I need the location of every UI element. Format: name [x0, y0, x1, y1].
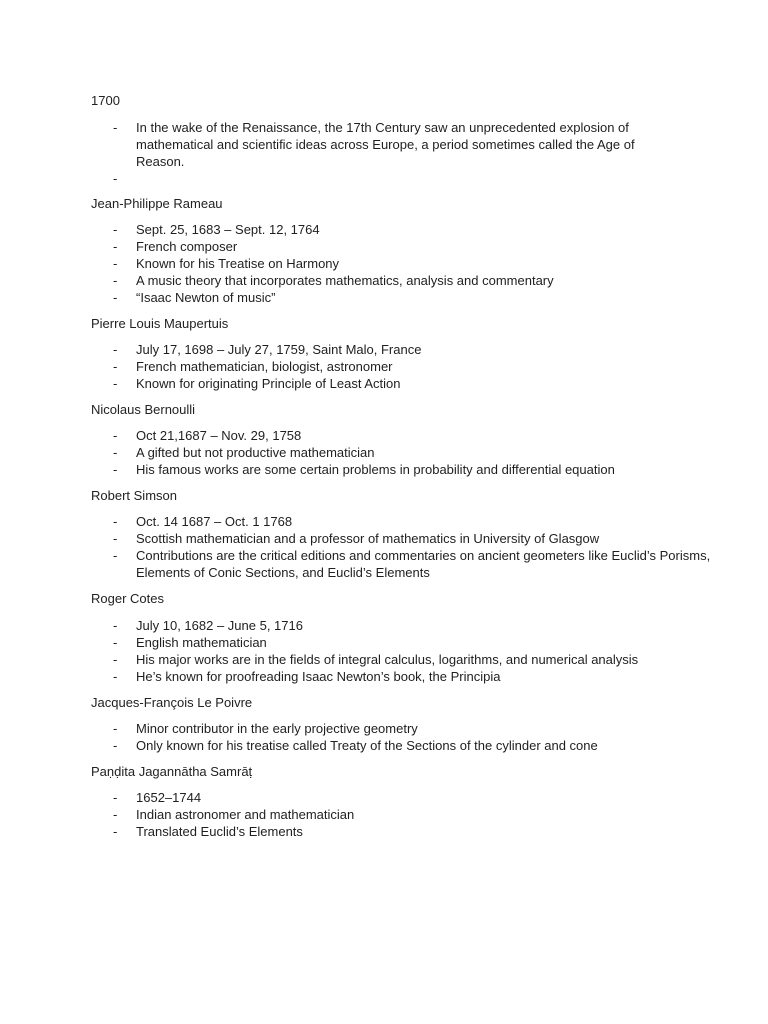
bullet-dash: -: [113, 790, 118, 805]
bullet-dash: -: [113, 824, 118, 839]
bullet-dash: -: [113, 652, 118, 667]
section-heading: Nicolaus Bernoulli: [91, 402, 196, 417]
list-item-text: Oct. 14 1687 – Oct. 1 1768: [136, 514, 293, 529]
bullet-dash: -: [113, 721, 118, 736]
bullet-list: [91, 221, 691, 306]
list-item-text: A music theory that incorporates mathematics, analysis and commentary: [136, 273, 554, 288]
list-item: [91, 461, 691, 478]
list-item: [91, 375, 691, 392]
list-item-text: Contributions are the critical editions and commentaries on ancient geometers like Euclid’s Porisms, Elements of Conic Sections, and Euclid’s Elements: [136, 548, 711, 580]
section-le-poivre: [91, 694, 691, 754]
list-item-text: French composer: [136, 239, 238, 254]
list-item: [91, 634, 691, 651]
list-item: [91, 547, 716, 581]
list-item-text: July 17, 1698 – July 27, 1759, Saint Malo, France: [136, 342, 422, 357]
list-item: [91, 720, 691, 737]
list-item-text: Indian astronomer and mathematician: [136, 807, 355, 822]
bullet-dash: -: [113, 222, 118, 237]
bullet-dash: -: [113, 256, 118, 271]
list-item: [91, 651, 691, 668]
list-item: [91, 221, 691, 238]
bullet-dash: -: [113, 514, 118, 529]
list-item-text: His famous works are some certain problems in probability and differential equation: [136, 462, 615, 477]
bullet-list: [91, 119, 691, 187]
list-item-text: July 10, 1682 – June 5, 1716: [136, 618, 303, 633]
list-item: [91, 238, 691, 255]
section-rameau: [91, 195, 691, 306]
list-item-text: Translated Euclid’s Elements: [136, 824, 303, 839]
list-item: [91, 823, 691, 840]
bullet-list: [91, 341, 691, 392]
list-item: [91, 806, 691, 823]
list-item: [91, 170, 691, 187]
bullet-dash: -: [113, 342, 118, 357]
list-item-text: 1652–1744: [136, 790, 202, 805]
bullet-dash: -: [113, 462, 118, 477]
bullet-dash: -: [113, 635, 118, 650]
bullet-dash: -: [113, 239, 118, 254]
list-item: [91, 513, 691, 530]
section-heading: Robert Simson: [91, 488, 177, 503]
list-item-text: He’s known for proofreading Isaac Newton’s book, the Principia: [136, 669, 501, 684]
list-item-text: French mathematician, biologist, astronomer: [136, 359, 393, 374]
list-item-text: Oct 21,1687 – Nov. 29, 1758: [136, 428, 302, 443]
list-item-text: Only known for his treatise called Treaty of the Sections of the cylinder and cone: [136, 738, 598, 753]
bullet-dash: -: [113, 807, 118, 822]
list-item-text: Sept. 25, 1683 – Sept. 12, 1764: [136, 222, 320, 237]
section-1700: [91, 92, 691, 187]
list-item-text: English mathematician: [136, 635, 267, 650]
list-item-text: A gifted but not productive mathematician: [136, 445, 375, 460]
list-item-text: Scottish mathematician and a professor of mathematics in University of Glasgow: [136, 531, 600, 546]
section-heading: Jean-Philippe Rameau: [91, 196, 223, 211]
bullet-dash: -: [113, 290, 118, 305]
section-maupertuis: [91, 315, 691, 392]
section-heading: Paṇḍita Jagannātha Samrāṭ: [91, 764, 253, 779]
section-simson: [91, 487, 711, 581]
list-item: [91, 530, 691, 547]
list-item: [91, 341, 691, 358]
list-item: [91, 358, 691, 375]
list-item-text: His major works are in the fields of integral calculus, logarithms, and numerical analysis: [136, 652, 639, 667]
bullet-list: [91, 720, 691, 754]
section-cotes: [91, 590, 691, 685]
bullet-dash: -: [113, 445, 118, 460]
section-samrat: [91, 763, 691, 840]
bullet-dash: -: [113, 548, 118, 563]
document-body: [91, 92, 711, 840]
list-item: [91, 427, 691, 444]
section-heading: 1700: [91, 93, 120, 108]
bullet-list: [91, 789, 691, 840]
bullet-dash: -: [113, 428, 118, 443]
bullet-dash: -: [113, 738, 118, 753]
list-item: [91, 289, 691, 306]
bullet-dash: -: [113, 171, 118, 186]
list-item-text: In the wake of the Renaissance, the 17th Century saw an unprecedented explosion of mathematical and scientific ideas across Europe, a period sometimes called the Age of Reason.: [136, 120, 635, 169]
bullet-dash: -: [113, 120, 118, 135]
list-item-text: Minor contributor in the early projective geometry: [136, 721, 418, 736]
list-item: [91, 789, 691, 806]
bullet-dash: -: [113, 669, 118, 684]
bullet-dash: -: [113, 359, 118, 374]
section-bernoulli: [91, 401, 691, 478]
list-item: [91, 737, 691, 754]
bullet-dash: -: [113, 618, 118, 633]
section-heading: Jacques-François Le Poivre: [91, 695, 253, 710]
bullet-list: [91, 513, 711, 581]
list-item: [91, 119, 686, 170]
bullet-list: [91, 427, 691, 478]
list-item: [91, 444, 691, 461]
section-heading: Roger Cotes: [91, 591, 164, 606]
list-item: [91, 668, 691, 685]
bullet-dash: -: [113, 531, 118, 546]
list-item-text: Known for originating Principle of Least Action: [136, 376, 401, 391]
bullet-dash: -: [113, 273, 118, 288]
bullet-dash: -: [113, 376, 118, 391]
bullet-list: [91, 617, 691, 685]
list-item-text: “Isaac Newton of music”: [136, 290, 276, 305]
list-item: [91, 272, 691, 289]
section-heading: Pierre Louis Maupertuis: [91, 316, 229, 331]
list-item-text: Known for his Treatise on Harmony: [136, 256, 340, 271]
list-item: [91, 255, 691, 272]
list-item: [91, 617, 691, 634]
